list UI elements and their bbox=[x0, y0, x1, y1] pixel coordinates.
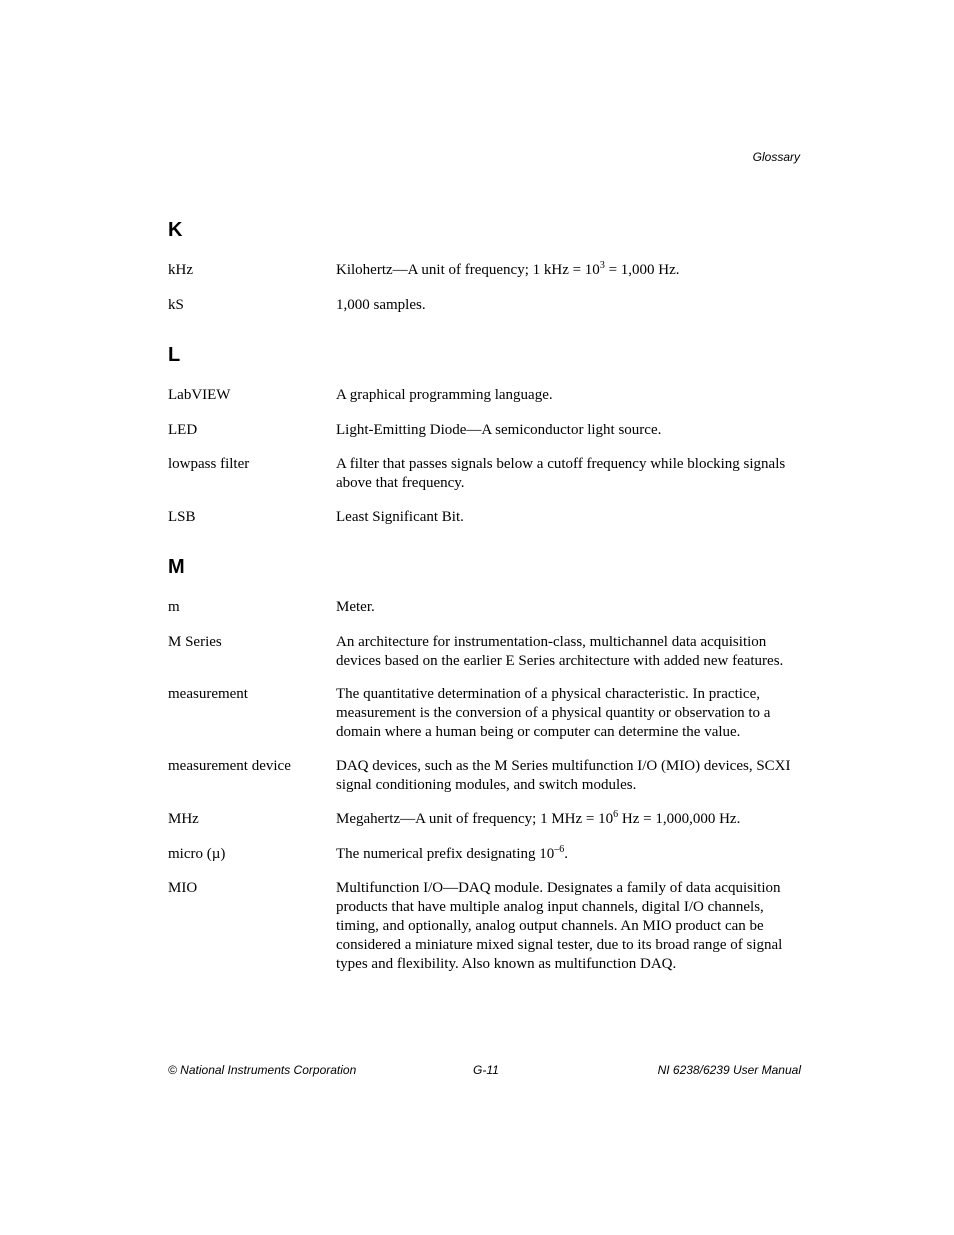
glossary-definition: Kilohertz—A unit of frequency; 1 kHz = $10^3 = 1,000$ Hz. bbox=[336, 260, 680, 278]
glossary-term: kS bbox=[168, 297, 184, 313]
glossary-term: micro (µ) bbox=[168, 846, 226, 862]
section-heading-k: K bbox=[168, 219, 183, 241]
page-footer bbox=[168, 1063, 801, 1079]
glossary-term: MIO bbox=[168, 880, 198, 896]
glossary-definition: A graphical programming language. bbox=[336, 387, 553, 403]
glossary-definition: An architecture for instrumentation-class, multichannel data acquisition devices based on the earlier E Series architecture with added new features. bbox=[336, 634, 784, 669]
glossary-term: MHz bbox=[168, 811, 199, 827]
glossary-definition: Least Significant Bit. bbox=[336, 509, 464, 525]
section-heading-m: M bbox=[168, 556, 185, 578]
glossary-definition: DAQ devices, such as the M Series multifunction I/O (MIO) devices, SCXI signal conditioning modules, and switch modules. bbox=[336, 758, 791, 793]
glossary-definition: Light-Emitting Diode—A semiconductor light source. bbox=[336, 422, 662, 438]
glossary-definition: A filter that passes signals below a cutoff frequency while blocking signals above that frequency. bbox=[336, 456, 786, 491]
glossary-term: lowpass filter bbox=[168, 456, 250, 472]
glossary-term: LabVIEW bbox=[168, 387, 231, 403]
glossary-definition: Meter. bbox=[336, 599, 375, 615]
glossary-term: measurement device bbox=[168, 758, 291, 774]
glossary-definition: Megahertz—A unit of frequency; 1 MHz = $10^6$ Hz = 1,000,000 Hz. bbox=[336, 809, 741, 827]
footer-manual-title: NI 6238/6239 User Manual bbox=[657, 1063, 801, 1077]
section-heading-l: L bbox=[168, 344, 181, 366]
footer-copyright: © National Instruments Corporation bbox=[168, 1063, 357, 1077]
glossary-term: M Series bbox=[168, 634, 222, 650]
glossary-definition: Multifunction I/O—DAQ module. Designates a family of data acquisition products that have multiple analog input channels, digital I/O channels, timing, and optionally, analog output channels. An MIO product can be considered a miniature mixed signal tester, due to its broad range of signal types and flexibility. Also known as multifunction DAQ. bbox=[336, 880, 783, 972]
glossary-term: m bbox=[168, 599, 180, 615]
glossary-definition: The numerical prefix designating $10^{-6}$. bbox=[336, 844, 569, 862]
glossary-definition: The quantitative determination of a physical characteristic. In practice, measurement is the conversion of a physical quantity or observation to a domain where a human being or computer can determine the value. bbox=[336, 686, 771, 740]
glossary-definition: 1,000 samples. bbox=[336, 297, 426, 313]
page-number: G-11 bbox=[473, 1063, 499, 1077]
glossary-term: kHz bbox=[168, 262, 193, 278]
glossary-term: LSB bbox=[168, 509, 196, 525]
running-header: Glossary bbox=[752, 150, 800, 164]
glossary-term: LED bbox=[168, 422, 198, 438]
glossary-term: measurement bbox=[168, 686, 248, 702]
